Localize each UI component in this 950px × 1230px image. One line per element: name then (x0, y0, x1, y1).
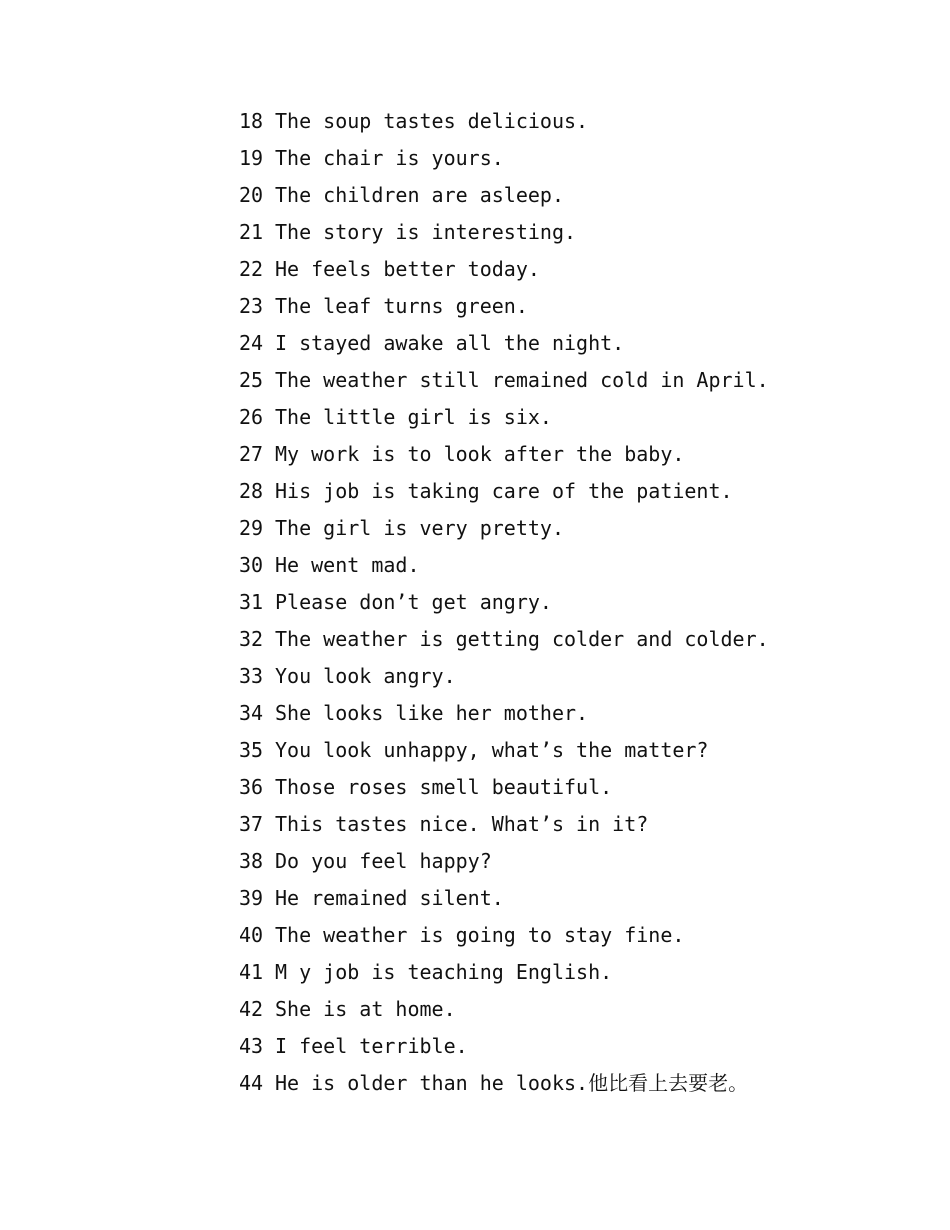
sentence-list (239, 103, 919, 1102)
sentence-text: The little girl is six. (275, 405, 552, 429)
sentence-text: M y job is teaching English. (275, 960, 613, 984)
line-number: 27 (239, 442, 264, 466)
sentence-line-31 (239, 584, 919, 621)
sentence-line-28 (239, 473, 919, 510)
sentence-line-36 (239, 769, 919, 806)
sentence-text: Those roses smell beautiful. (275, 775, 613, 799)
sentence-line-26 (239, 399, 919, 436)
sentence-line-33 (239, 658, 919, 695)
line-number: 32 (239, 627, 264, 651)
line-number: 42 (239, 997, 264, 1021)
sentence-line-43 (239, 1028, 919, 1065)
sentence-text: The weather still remained cold in April. (275, 368, 769, 392)
line-number: 35 (239, 738, 264, 762)
line-number: 20 (239, 183, 264, 207)
sentence-text: I feel terrible. (275, 1034, 468, 1058)
line-number: 37 (239, 812, 264, 836)
line-number: 18 (239, 109, 264, 133)
line-number: 40 (239, 923, 264, 947)
sentence-line-35 (239, 732, 919, 769)
sentence-line-24 (239, 325, 919, 362)
sentence-line-34 (239, 695, 919, 732)
sentence-line-39 (239, 880, 919, 917)
line-number: 19 (239, 146, 264, 170)
sentence-line-20 (239, 177, 919, 214)
sentence-line-30 (239, 547, 919, 584)
line-number: 44 (239, 1071, 264, 1095)
line-number: 41 (239, 960, 264, 984)
sentence-line-40 (239, 917, 919, 954)
sentence-text: He is older than he looks.他比看上去要老。 (275, 1071, 749, 1095)
line-number: 30 (239, 553, 264, 577)
sentence-text: The leaf turns green. (275, 294, 528, 318)
line-number: 34 (239, 701, 264, 725)
sentence-text: I stayed awake all the night. (275, 331, 625, 355)
sentence-line-22 (239, 251, 919, 288)
sentence-text: The chair is yours. (275, 146, 504, 170)
sentence-text: He feels better today. (275, 257, 540, 281)
sentence-text: The girl is very pretty. (275, 516, 564, 540)
sentence-line-25 (239, 362, 919, 399)
sentence-text: You look unhappy, what’s the matter? (275, 738, 709, 762)
sentence-line-38 (239, 843, 919, 880)
line-number: 26 (239, 405, 264, 429)
sentence-text: This tastes nice. What’s in it? (275, 812, 649, 836)
sentence-line-19 (239, 140, 919, 177)
sentence-line-27 (239, 436, 919, 473)
line-number: 29 (239, 516, 264, 540)
line-number: 38 (239, 849, 264, 873)
sentence-text: My work is to look after the baby. (275, 442, 685, 466)
line-number: 22 (239, 257, 264, 281)
sentence-text: He went mad. (275, 553, 420, 577)
sentence-text: The weather is going to stay fine. (275, 923, 685, 947)
line-number: 24 (239, 331, 264, 355)
sentence-text: She is at home. (275, 997, 456, 1021)
sentence-text: You look angry. (275, 664, 456, 688)
sentence-line-21 (239, 214, 919, 251)
sentence-line-42 (239, 991, 919, 1028)
sentence-text: Please don’t get angry. (275, 590, 552, 614)
sentence-line-18 (239, 103, 919, 140)
sentence-text: The children are asleep. (275, 183, 564, 207)
sentence-text: The soup tastes delicious. (275, 109, 589, 133)
line-number: 28 (239, 479, 264, 503)
line-number: 23 (239, 294, 264, 318)
line-number: 33 (239, 664, 264, 688)
sentence-line-37 (239, 806, 919, 843)
sentence-text: He remained silent. (275, 886, 504, 910)
sentence-text: His job is taking care of the patient. (275, 479, 733, 503)
sentence-line-29 (239, 510, 919, 547)
line-number: 43 (239, 1034, 264, 1058)
line-number: 36 (239, 775, 264, 799)
line-number: 31 (239, 590, 264, 614)
sentence-text: The story is interesting. (275, 220, 577, 244)
line-number: 21 (239, 220, 264, 244)
line-number: 39 (239, 886, 264, 910)
sentence-text: She looks like her mother. (275, 701, 589, 725)
line-number: 25 (239, 368, 264, 392)
sentence-text: The weather is getting colder and colder. (275, 627, 769, 651)
sentence-line-32 (239, 621, 919, 658)
sentence-line-44 (239, 1065, 919, 1102)
sentence-line-23 (239, 288, 919, 325)
sentence-line-41 (239, 954, 919, 991)
sentence-text: Do you feel happy? (275, 849, 492, 873)
